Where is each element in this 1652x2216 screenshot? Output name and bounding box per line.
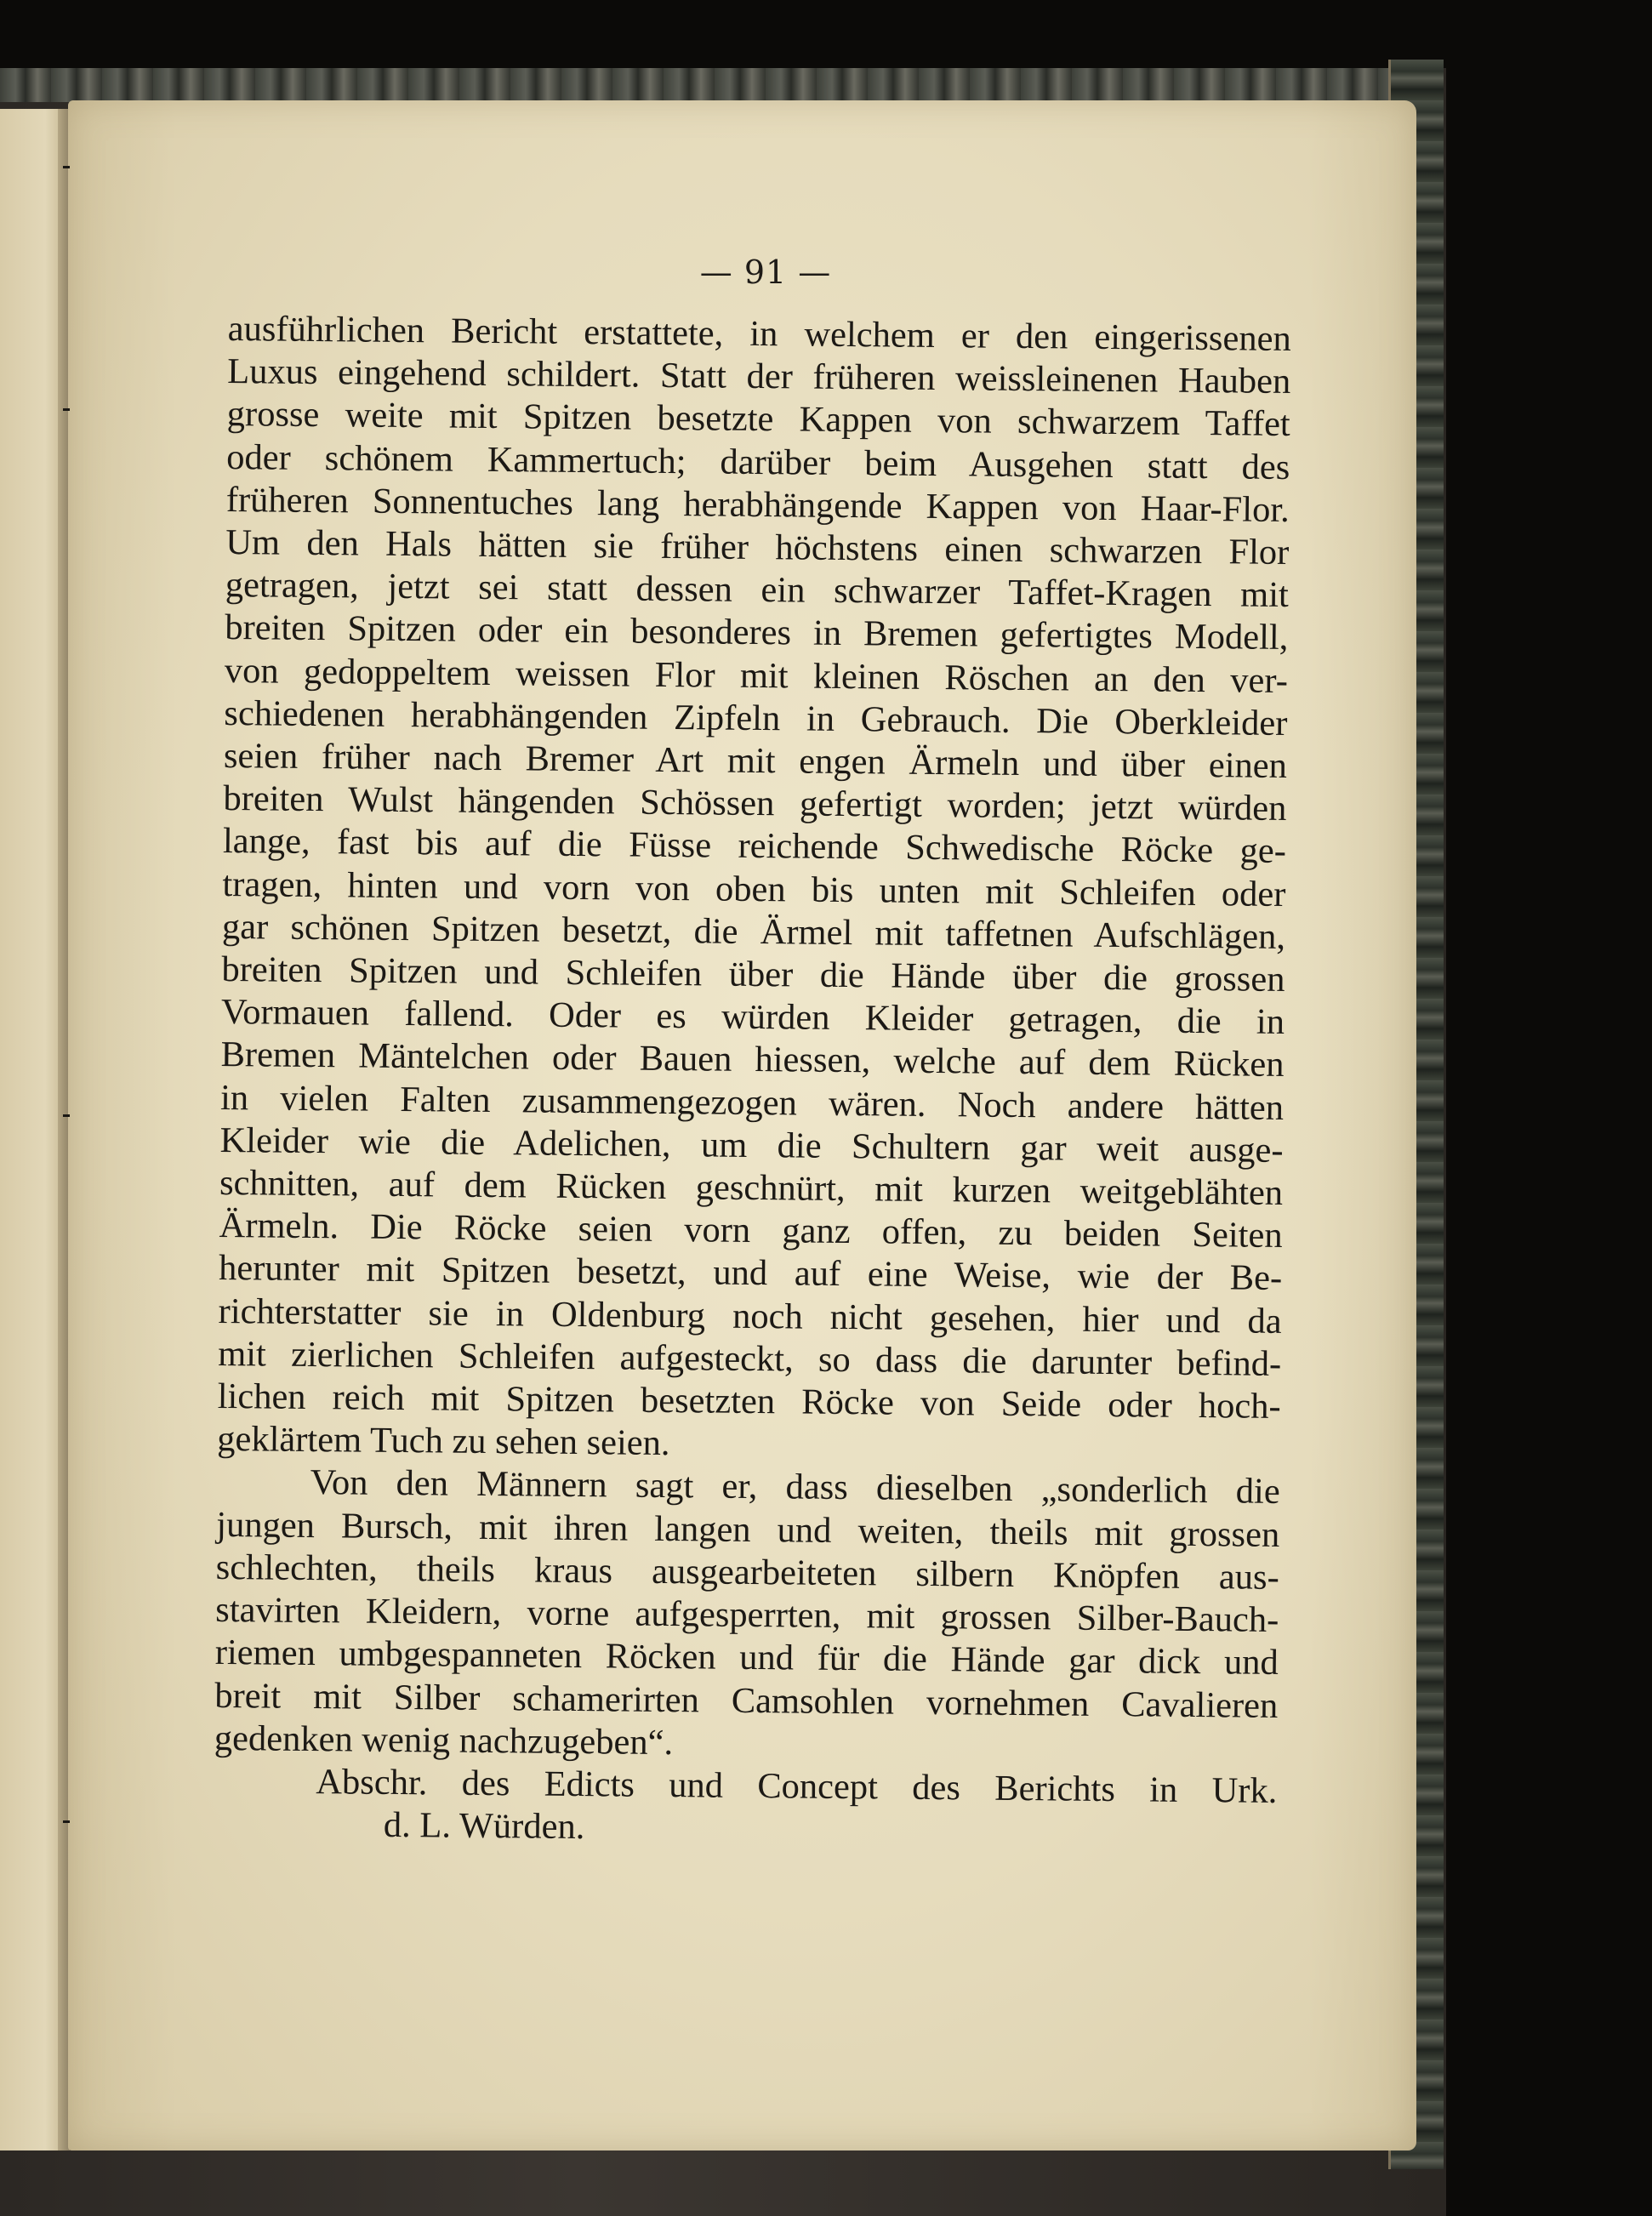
text-line: stavirten Kleidern, vorne aufgesperrten, mit grossen Silber-Bauch-: [215, 1590, 1279, 1641]
citation-line: d. L. Würden.: [383, 1804, 585, 1848]
text-line: seien früher nach Bremer Art mit engen Ärmeln und über einen: [223, 736, 1288, 787]
text-line: breit mit Silber schamerirten Camsohlen vornehmen Cavalieren: [214, 1675, 1279, 1726]
margin-mark: [63, 1114, 70, 1117]
text-line: gedenken wenig nachzugeben“.: [214, 1718, 674, 1763]
text-line: herunter mit Spitzen besetzt, und auf eine Weise, wie der Be-: [218, 1248, 1283, 1299]
binding-top-edge: [0, 68, 1412, 102]
text-line: in vielen Falten zusammengezogen wären. Noch andere hätten: [219, 1077, 1285, 1128]
text-line: getragen, jetzt sei statt dessen ein schwarzer Taffet-Kragen mit: [225, 565, 1290, 616]
margin-mark: [63, 1820, 70, 1823]
text-line: Luxus eingehend schildert. Statt der früheren weissleinenen Hauben: [227, 351, 1291, 402]
text-line: schiedenen herabhängenden Zipfeln in Gebrauch. Die Oberkleider: [224, 692, 1288, 743]
text-line: gar schönen Spitzen besetzt, die Ärmel mit taffetnen Aufschlägen,: [221, 906, 1286, 957]
text-line: oder schönem Kammertuch; darüber beim Ausgehen statt des: [226, 436, 1290, 487]
text-line: Kleider wie die Adelichen, um die Schultern gar weit ausge-: [219, 1119, 1284, 1171]
text-line: Vormauen fallend. Oder es würden Kleider getragen, die in: [220, 992, 1285, 1043]
page-body-text: [214, 308, 1291, 1855]
text-line: jungen Bursch, mit ihren langen und weiten, theils mit grossen: [216, 1504, 1280, 1555]
text-line: grosse weite mit Spitzen besetzte Kappen von schwarzem Taffet: [226, 394, 1290, 445]
text-line: breiten Spitzen und Schleifen über die Hände über die grossen: [221, 949, 1285, 1000]
text-line: lichen reich mit Spitzen besetzten Röcke von Seide oder hoch-: [217, 1376, 1281, 1427]
source-citation: [214, 1760, 1278, 1855]
text-line: breiten Wulst hängenden Schössen gefertigt worden; jetzt würden: [223, 778, 1287, 829]
text-line: richterstatter sie in Oldenburg noch nicht gesehen, hier und da: [218, 1290, 1282, 1342]
text-line: riemen umbgespanneten Röcken und für die Hände gar dick und: [214, 1632, 1279, 1683]
text-line: Um den Hals hätten sie früher höchstens einen schwarzen Flor: [225, 522, 1290, 573]
text-line: lange, fast bis auf die Füsse reichende Schwedische Röcke ge-: [222, 821, 1287, 872]
citation-line: Abschr. des Edicts und Concept des Berichts in Urk.: [316, 1761, 1278, 1811]
facing-page-edge: [0, 109, 65, 2150]
text-line: tragen, hinten und vorn von oben bis unten mit Schleifen oder: [222, 863, 1286, 914]
text-line: von gedoppeltem weissen Flor mit kleinen Röschen an den ver-: [224, 650, 1289, 701]
text-line: ausführlichen Bericht erstattete, in welchem er den eingerissenen: [227, 308, 1291, 359]
text-line: Von den Männern sagt er, dass dieselben „sonderlich die: [310, 1462, 1280, 1512]
text-line: früheren Sonnentuches lang herabhängende Kappen von Haar-Flor.: [225, 479, 1290, 530]
margin-mark: [63, 408, 70, 411]
text-line: geklärtem Tuch zu sehen seien.: [217, 1419, 670, 1464]
text-line: breiten Spitzen oder ein besonderes in Bremen gefertigtes Modell,: [225, 607, 1289, 658]
text-line: mit zierlichen Schleifen aufgesteckt, so dass die darunter befind-: [217, 1333, 1282, 1384]
paragraph-1: [217, 308, 1291, 1471]
margin-mark: [63, 166, 70, 168]
text-line: schnitten, auf dem Rücken geschnürt, mit kurzen weitgeblähten: [219, 1163, 1284, 1214]
text-line: schlechten, theils kraus ausgearbeiteten silbern Knöpfen aus-: [215, 1547, 1279, 1598]
text-line: Bremen Mäntelchen oder Bauen hiessen, welche auf dem Rücken: [220, 1034, 1285, 1085]
paragraph-2: [214, 1461, 1280, 1769]
text-line: Ärmeln. Die Röcke seien vorn ganz offen, zu beiden Seiten: [219, 1205, 1283, 1256]
page-number: — 91 —: [699, 254, 832, 291]
